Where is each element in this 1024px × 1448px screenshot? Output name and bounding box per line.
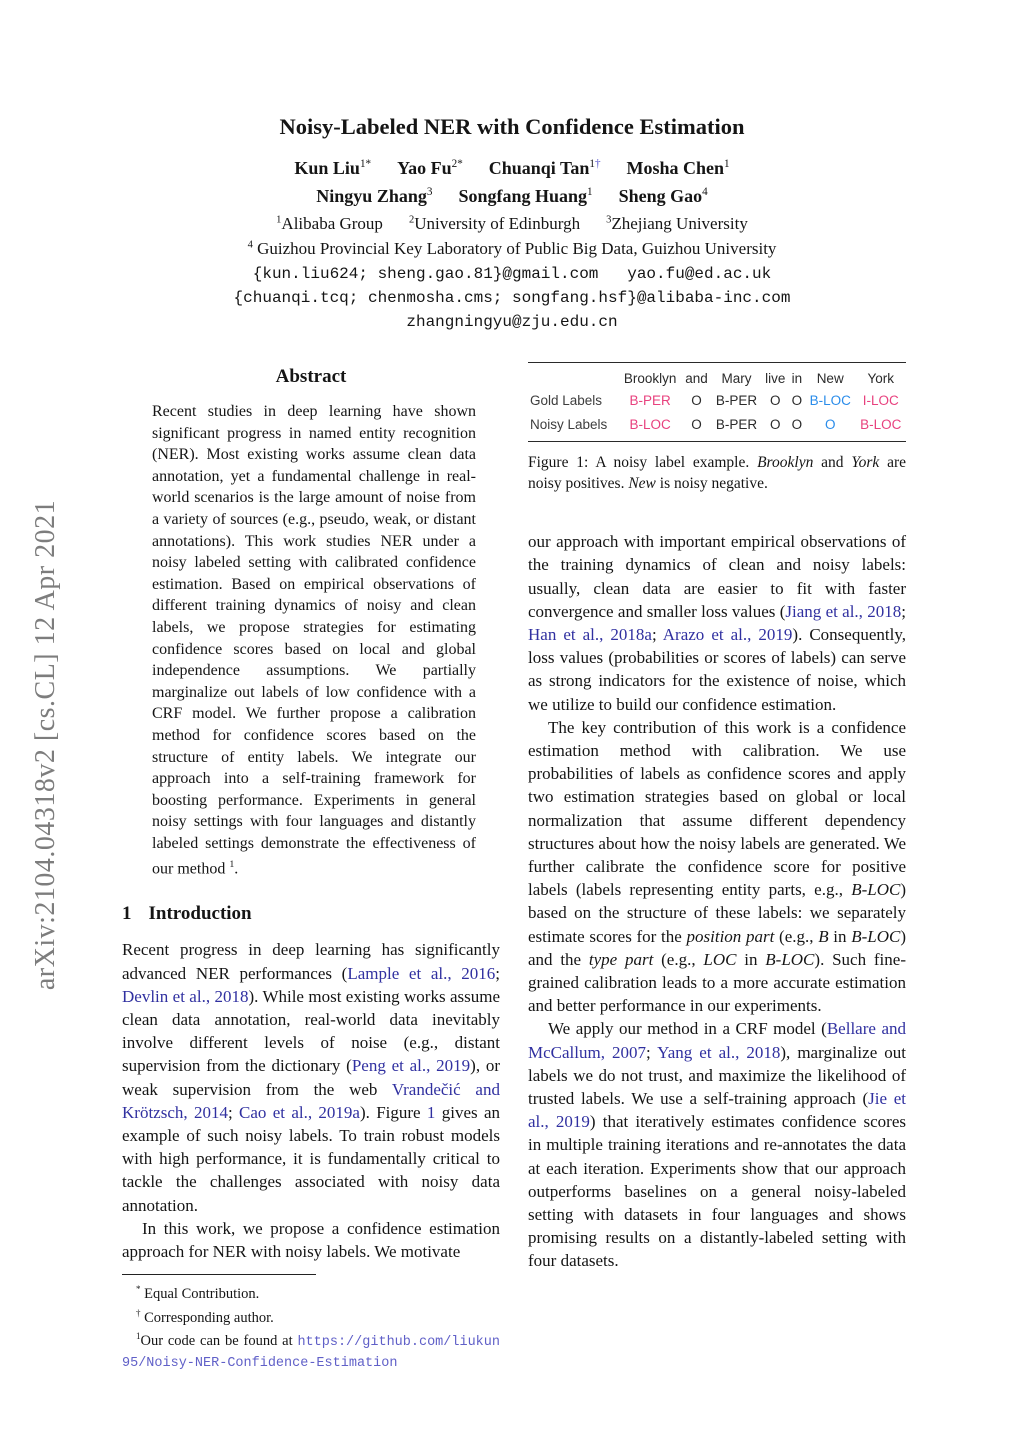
table-corner-cell bbox=[528, 363, 619, 394]
footnote-equal-contribution bbox=[122, 1280, 500, 1304]
text-segment: B-LOC bbox=[851, 926, 901, 946]
text-segment: ; bbox=[901, 601, 906, 621]
author-emails-line-3: zhangningyu@zju.edu.cn bbox=[406, 313, 618, 331]
text-segment: 4 bbox=[702, 186, 708, 198]
text-segment: Guizhou Provincial Key Laboratory of Public Big Data, Guizhou University bbox=[252, 239, 777, 258]
label-cell: I-LOC bbox=[862, 393, 899, 408]
text-segment: We apply our method in a CRF model ( bbox=[548, 1019, 827, 1039]
text-segment: 3 bbox=[426, 186, 433, 198]
text-segment: ; bbox=[651, 625, 663, 644]
text-segment: Brooklyn bbox=[757, 454, 814, 471]
text-segment: Kun Liu bbox=[294, 158, 360, 178]
label-cell: O bbox=[691, 417, 702, 432]
text-segment: and bbox=[813, 454, 852, 471]
affiliations-line-1 bbox=[0, 214, 1024, 234]
right-column bbox=[528, 362, 906, 1273]
text-segment: type part bbox=[588, 949, 654, 969]
text-segment: † bbox=[594, 158, 601, 170]
text-segment: 2* bbox=[451, 158, 463, 170]
label-cell: B-PER bbox=[629, 393, 671, 408]
text-segment: * bbox=[136, 1284, 141, 1295]
authors-line-2 bbox=[0, 186, 1024, 207]
footnote-rule bbox=[122, 1274, 316, 1275]
text-segment: ) based on the structure of these labels: we separately estimate scores for the bbox=[528, 880, 906, 946]
text-segment: Songfang Huang bbox=[458, 186, 587, 206]
figure1 bbox=[528, 362, 906, 494]
text-segment: Alibaba Group bbox=[281, 214, 383, 233]
intro-paragraph-1 bbox=[122, 938, 500, 1216]
text-segment: 1 bbox=[136, 1331, 141, 1342]
citation-link[interactable]: Yang et al., 2018 bbox=[657, 1042, 781, 1062]
row-label: Noisy Labels bbox=[530, 417, 608, 432]
footnote-code-link bbox=[122, 1327, 500, 1373]
text-segment: ) that iteratively estimates confidence scores in multiple training iterations and re-annotates the data at each iteration. Experiments show that our approach outperforms baselines on a general noisy-labeled setting with datasets in four languages and shows promising results on a distantly-labeled setting with four datasets. bbox=[528, 1112, 906, 1271]
footnotes bbox=[122, 1280, 500, 1374]
token-header: York bbox=[867, 371, 894, 386]
table-row-noisy-labels bbox=[528, 417, 906, 442]
text-segment: 1 bbox=[276, 214, 282, 226]
text-segment: ) and the bbox=[528, 926, 907, 969]
text-segment: 1* bbox=[359, 158, 372, 170]
text-segment: ), or weak supervision from the web bbox=[122, 1056, 500, 1099]
text-segment: . bbox=[234, 860, 239, 878]
table-row-gold-labels bbox=[528, 393, 906, 417]
text-segment: 1 bbox=[587, 186, 593, 198]
footnote-corresponding-author bbox=[122, 1304, 500, 1328]
author-emails-line-1: {kun.liu624; sheng.gao.81}@gmail.com yao.fu@ed.ac.uk bbox=[252, 265, 772, 283]
text-segment: Corresponding author. bbox=[140, 1309, 274, 1326]
figure1-table bbox=[528, 362, 906, 442]
text-segment: 1 bbox=[724, 158, 730, 170]
abstract-text bbox=[152, 401, 476, 880]
citation-link[interactable]: Cao et al., 2019a bbox=[239, 1102, 360, 1122]
arxiv-watermark: arXiv:2104.04318v2 [cs.CL] 12 Apr 2021 bbox=[30, 499, 61, 991]
token-header: in bbox=[791, 371, 803, 386]
text-segment: Mosha Chen bbox=[626, 158, 725, 178]
label-cell: O bbox=[770, 393, 781, 408]
label-cell: B-PER bbox=[715, 393, 758, 408]
text-segment: The key contribution of this work is a confidence estimation method with calibration. We use probabilities of labels as confidence scores and apply two estimation strategies based on global or local normalization that assume different dependency structures about how the noisy labels are generated. We further calibrate the confidence score for positive labels (labels representing entity parts, e.g., bbox=[528, 717, 906, 900]
text-segment: 4 bbox=[247, 239, 253, 251]
label-cell: O bbox=[691, 393, 702, 408]
text-segment: ). While most existing works assume clean data annotation, real-world data inevitably involve different levels of noise (e.g., distant supervision from the dictionary ( bbox=[122, 986, 500, 1076]
label-cell: B-LOC bbox=[809, 393, 851, 408]
authors-line-1 bbox=[0, 158, 1024, 179]
text-segment: 1 bbox=[589, 158, 595, 170]
text-segment: LOC bbox=[703, 949, 737, 969]
text-segment: Equal Contribution. bbox=[140, 1286, 260, 1303]
body-paragraph-3 bbox=[528, 1017, 906, 1272]
text-segment: Sheng Gao bbox=[618, 186, 703, 206]
text-segment: York bbox=[851, 454, 880, 471]
text-segment: ). Figure bbox=[359, 1102, 427, 1122]
text-segment: our approach with important empirical observations of the training dynamics of clean and noisy labels: usually, clean data are easier to fit with faster convergence and smaller loss values ( bbox=[528, 532, 906, 621]
section-number: 1 bbox=[122, 903, 132, 925]
token-header: New bbox=[816, 371, 844, 386]
text-segment: 3 bbox=[606, 214, 612, 226]
text-segment: gives an example of such noisy labels. To train robust models with high performance, it is fundamentally critical to tackle the challenges associated with noisy data annotation. bbox=[122, 1102, 501, 1215]
citation-link[interactable]: Vrandečić and Krötzsch, 2014 bbox=[122, 1079, 500, 1122]
paper-title: Noisy-Labeled NER with Confidence Estimation bbox=[279, 114, 745, 139]
label-cell: B-PER bbox=[715, 417, 758, 432]
citation-link[interactable]: Jie et al., 2019 bbox=[528, 1089, 906, 1132]
citation-link[interactable]: Bellare and McCallum, 2007 bbox=[528, 1019, 906, 1062]
author-emails-line-2: {chuanqi.tcq; chenmosha.cms; songfang.hsf}@alibaba-inc.com bbox=[233, 289, 791, 307]
label-cell: O bbox=[791, 393, 803, 408]
label-cell: O bbox=[824, 417, 836, 432]
text-segment: New bbox=[628, 474, 656, 492]
text-segment: ), marginalize out labels we do not trust, and maximize the likelihood of trusted labels. We use a self-training approach ( bbox=[528, 1042, 906, 1109]
label-cell: B-LOC bbox=[860, 417, 902, 432]
citation-link[interactable]: Arazo et al., 2019 bbox=[662, 625, 793, 644]
body-paragraph-1 bbox=[528, 530, 906, 716]
token-header: live bbox=[765, 371, 786, 386]
text-segment: Yao Fu bbox=[397, 158, 452, 178]
text-segment: 1 bbox=[229, 859, 235, 871]
intro-paragraph-2 bbox=[122, 1217, 500, 1263]
text-segment: Figure 1: A noisy label example. bbox=[528, 454, 758, 471]
text-segment: (e.g., bbox=[774, 926, 819, 946]
text-segment: B bbox=[818, 926, 829, 946]
text-segment: ). Consequently, loss values (probabilities or scores of labels) can serve as strong indicators for the existence of noise, which we utilize to build our confidence estimation. bbox=[528, 625, 906, 714]
text-segment: 2 bbox=[408, 214, 415, 226]
section-heading-introduction bbox=[122, 903, 500, 925]
code-repository-link[interactable]: https://github.com/liukun95/Noisy-NER-Confidence-Estimation bbox=[122, 1335, 500, 1372]
text-segment: Recent progress in deep learning has significantly advanced NER performances ( bbox=[122, 940, 500, 983]
citation-link[interactable]: Lample et al., 2016 bbox=[347, 963, 496, 983]
citation-link[interactable]: Han et al., 2018a bbox=[528, 625, 652, 644]
text-segment: In this work, we propose a confidence estimation approach for NER with noisy labels. We motivate bbox=[122, 1218, 500, 1262]
token-header: Brooklyn bbox=[623, 371, 677, 386]
citation-link[interactable]: Peng et al., 2019 bbox=[351, 1056, 471, 1076]
figure-reference-link[interactable]: 1 bbox=[426, 1102, 436, 1122]
label-cell: O bbox=[770, 417, 781, 432]
text-segment: position part bbox=[686, 926, 775, 946]
text-segment: (e.g., bbox=[653, 949, 704, 969]
text-segment: B-LOC bbox=[765, 949, 815, 969]
left-column bbox=[122, 366, 500, 1374]
text-segment: ). Such fine-grained calibration leads to a more accurate estimation and better performance in our experiments. bbox=[528, 949, 906, 1016]
text-segment: are noisy positives. bbox=[528, 454, 906, 492]
label-cell: O bbox=[791, 417, 803, 432]
figure1-caption bbox=[528, 453, 906, 494]
citation-link[interactable]: Devlin et al., 2018 bbox=[122, 986, 249, 1006]
text-segment: Recent studies in deep learning have shown significant progress in named entity recognition (NER). Most existing works assume clean data annotation, yet a fundamental challenge in real-world scenarios is the large amount of noise from a variety of sources (e.g., pseudo, weak, or distant annotations). This work studies NER under a noisy labeled setting with calibrated confidence estimation. Based on empirical observations of different training dynamics of noisy and clean labels, we propose strategies for estimating confidence scores based on local and global independence assumptions. We partially marginalize out labels of low confidence with a CRF model. We further propose a calibration method for confidence scores based on the structure of entity labels. We integrate our approach into a self-training framework for boosting performance. Experiments in general noisy settings with four languages and distantly labeled settings demonstrate the effectiveness of our method bbox=[152, 403, 476, 878]
row-label: Gold Labels bbox=[530, 393, 603, 408]
text-segment: Chuanqi Tan bbox=[488, 158, 590, 178]
text-segment: ; bbox=[227, 1102, 240, 1122]
text-segment: ; bbox=[646, 1042, 658, 1062]
text-segment: ; bbox=[495, 963, 500, 983]
table-header-row bbox=[528, 363, 906, 394]
token-header: and bbox=[685, 371, 708, 386]
text-segment: † bbox=[136, 1307, 141, 1318]
text-segment: Our code can be found at bbox=[140, 1333, 298, 1350]
label-cell: B-LOC bbox=[629, 417, 671, 432]
abstract-heading: Abstract bbox=[275, 366, 347, 387]
paper-header bbox=[0, 114, 1024, 337]
citation-link[interactable]: Jiang et al., 2018 bbox=[785, 601, 902, 621]
affiliations-line-2 bbox=[0, 239, 1024, 259]
text-segment: University of Edinburgh bbox=[414, 214, 581, 233]
text-segment: in bbox=[736, 949, 766, 969]
text-segment: Ningyu Zhang bbox=[316, 186, 427, 206]
token-header: Mary bbox=[721, 371, 752, 386]
text-segment: Zhejiang University bbox=[611, 214, 748, 233]
section-title: Introduction bbox=[148, 903, 252, 925]
body-paragraph-2 bbox=[528, 716, 906, 1018]
text-segment: B-LOC bbox=[851, 880, 901, 900]
text-segment: is noisy negative. bbox=[655, 474, 768, 492]
text-segment: in bbox=[828, 926, 852, 946]
